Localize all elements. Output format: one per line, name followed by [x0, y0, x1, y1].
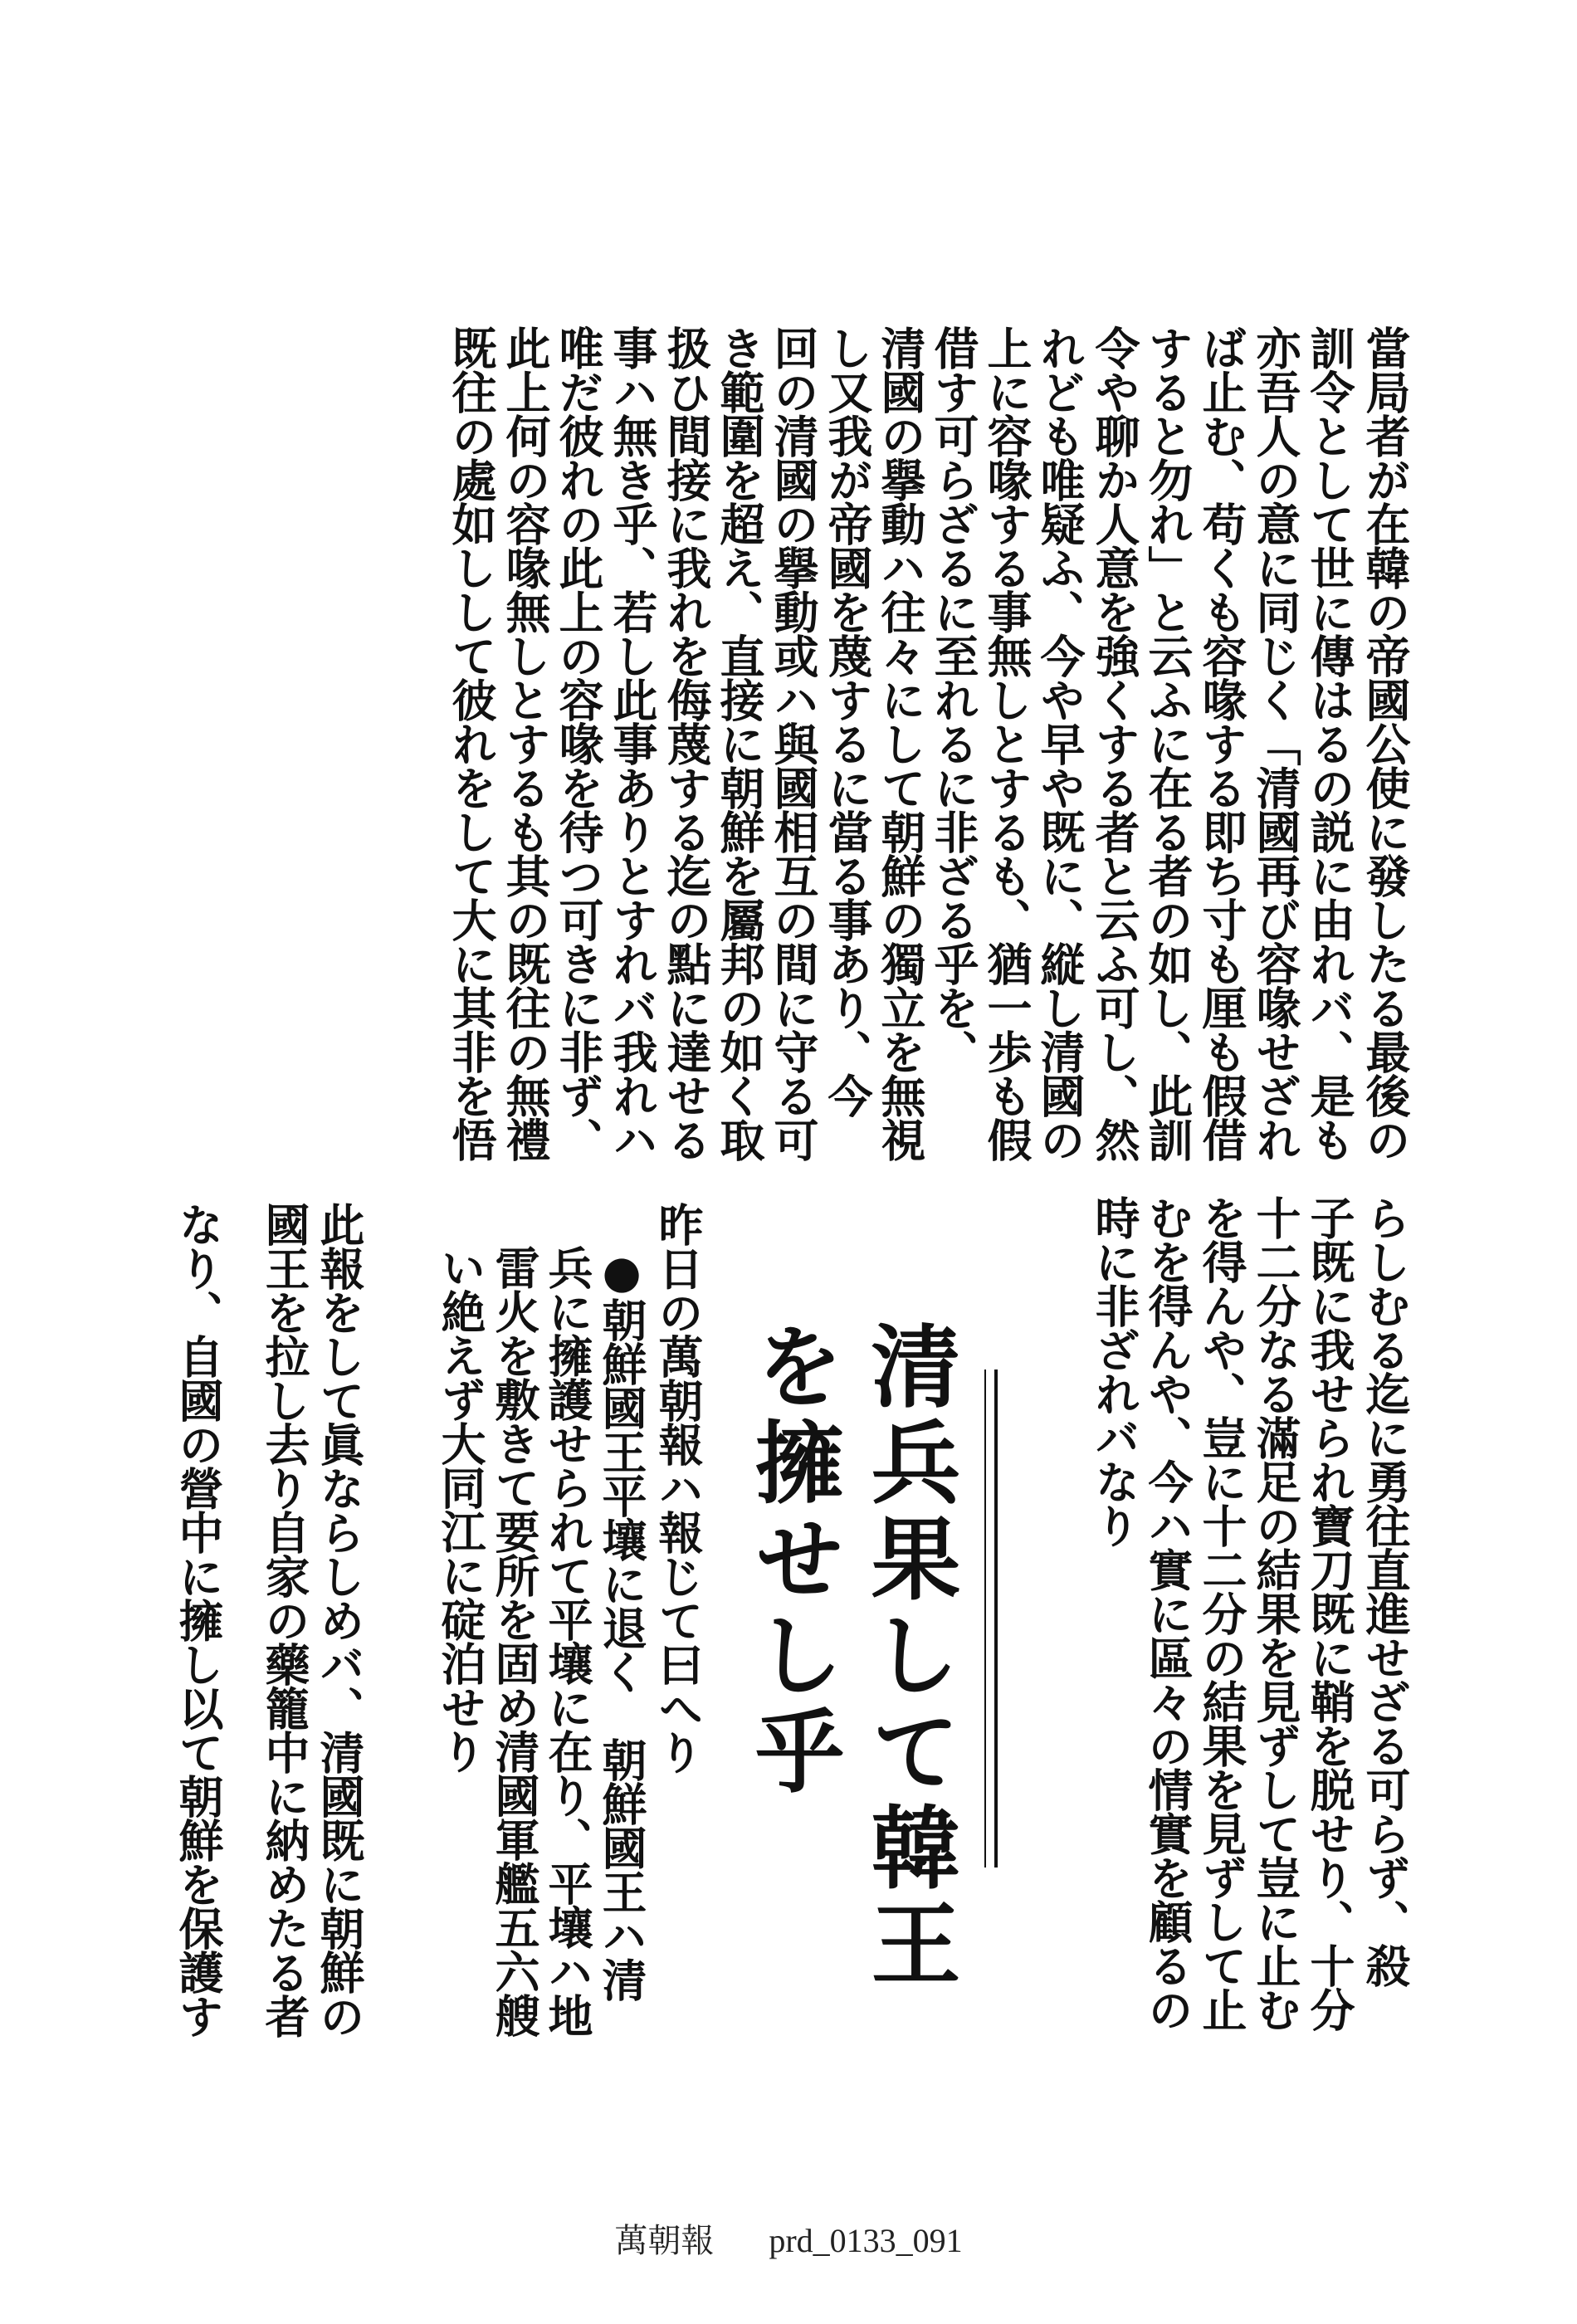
upper-column-5: すると勿れ」と云ふに在る者の如し、此訓	[1141, 325, 1194, 1161]
headline-rule-inner	[984, 1370, 986, 1868]
article-column-8: なり、自國の營中に擁し以て朝鮮を保護す	[172, 1202, 225, 2038]
lower-right-column-3: 十二分なる滿足の結果を見ずして豈に止む	[1249, 1195, 1302, 2031]
lower-right-column-6: 時に非ざれバなり	[1088, 1195, 1141, 1547]
upper-column-8: 上に容喙する事無しとするも、猶一歩も假	[980, 325, 1033, 1161]
upper-column-6: 令や聊か人意を強くする者と云ふ可し、然	[1088, 325, 1141, 1161]
lower-right-column-2: 子既に我せられ寶刀既に鞘を脱せり、十分	[1303, 1195, 1356, 2031]
article-column-4: 雷火を敷きて要所を固め清國軍艦五六艘	[488, 1245, 541, 2037]
footer-source: 萬朝報	[614, 2222, 715, 2259]
lower-right-column-1: らしむる迄に勇往直進せざる可らず、殺	[1359, 1195, 1412, 1987]
footer-caption	[0, 2214, 1577, 2262]
upper-column-7: れども唯疑ふ、今や早や既に、縦し清國の	[1033, 325, 1086, 1161]
upper-column-18: 既往の處如しして彼れをして大に其非を悟	[445, 325, 498, 1161]
article-column-6: 此報をして眞ならしめバ、清國既に朝鮮の	[313, 1202, 366, 2038]
headline-rule-outer	[994, 1370, 998, 1868]
upper-column-12: 回の清國の擧動或ハ與國相互の間に守る可	[767, 325, 820, 1161]
upper-column-4: ば止む、苟くも容喙する即ち寸も厘も假借	[1195, 325, 1248, 1161]
headline-line-1: 清兵果して韓王	[856, 1320, 960, 1994]
upper-column-17: 此上何の容喙無しとするも其の既往の無禮	[499, 325, 552, 1161]
upper-column-15: 事ハ無き乎、若し此事ありとすれバ我れハ	[606, 325, 659, 1161]
upper-column-14: 扱ひ間接に我れを侮蔑する迄の點に達せる	[660, 325, 713, 1161]
upper-column-2: 訓令として世に傳はるの説に由れバ、是も	[1303, 325, 1356, 1161]
article-column-5: い絶えず大同江に碇泊せり	[434, 1245, 487, 1773]
article-column-3: 兵に擁護せられて平壤に在り、平壤ハ地	[541, 1245, 594, 2037]
upper-column-3: 亦吾人の意に同じく「清國再び容喙せざれ	[1249, 325, 1302, 1161]
upper-column-10: 清國の擧動ハ往々にして朝鮮の獨立を無視	[874, 325, 927, 1161]
upper-column-11: し又我が帝國を蔑するに當る事あり、今	[821, 325, 874, 1117]
article-column-7: 國王を拉し去り自家の藥籠中に納めたる者	[258, 1202, 311, 2038]
upper-column-16: 唯だ彼れの此上の容喙を待つ可きに非ず、	[552, 325, 605, 1161]
headline-line-2: を擁せし乎	[740, 1320, 844, 1801]
lower-right-column-5: むを得んや、今ハ實に區々の情實を顧るの	[1141, 1195, 1194, 2031]
upper-column-9: 借す可らざるに至れるに非ざる乎を、	[927, 325, 980, 1073]
upper-column-13: き範圍を超え、直接に朝鮮を屬邦の如く取	[713, 325, 766, 1161]
article-column-1: 昨日の萬朝報ハ報じて曰へり	[652, 1202, 705, 1774]
upper-column-1: 當局者が在韓の帝國公使に發したる最後の	[1359, 325, 1412, 1161]
footer-id: prd_0133_091	[769, 2222, 963, 2259]
lower-right-column-4: を得んや、豈に十二分の結果を見ずして止	[1195, 1195, 1248, 2031]
article-column-2: ●朝鮮國王平壤に退く 朝鮮國王ハ清	[595, 1245, 648, 2001]
